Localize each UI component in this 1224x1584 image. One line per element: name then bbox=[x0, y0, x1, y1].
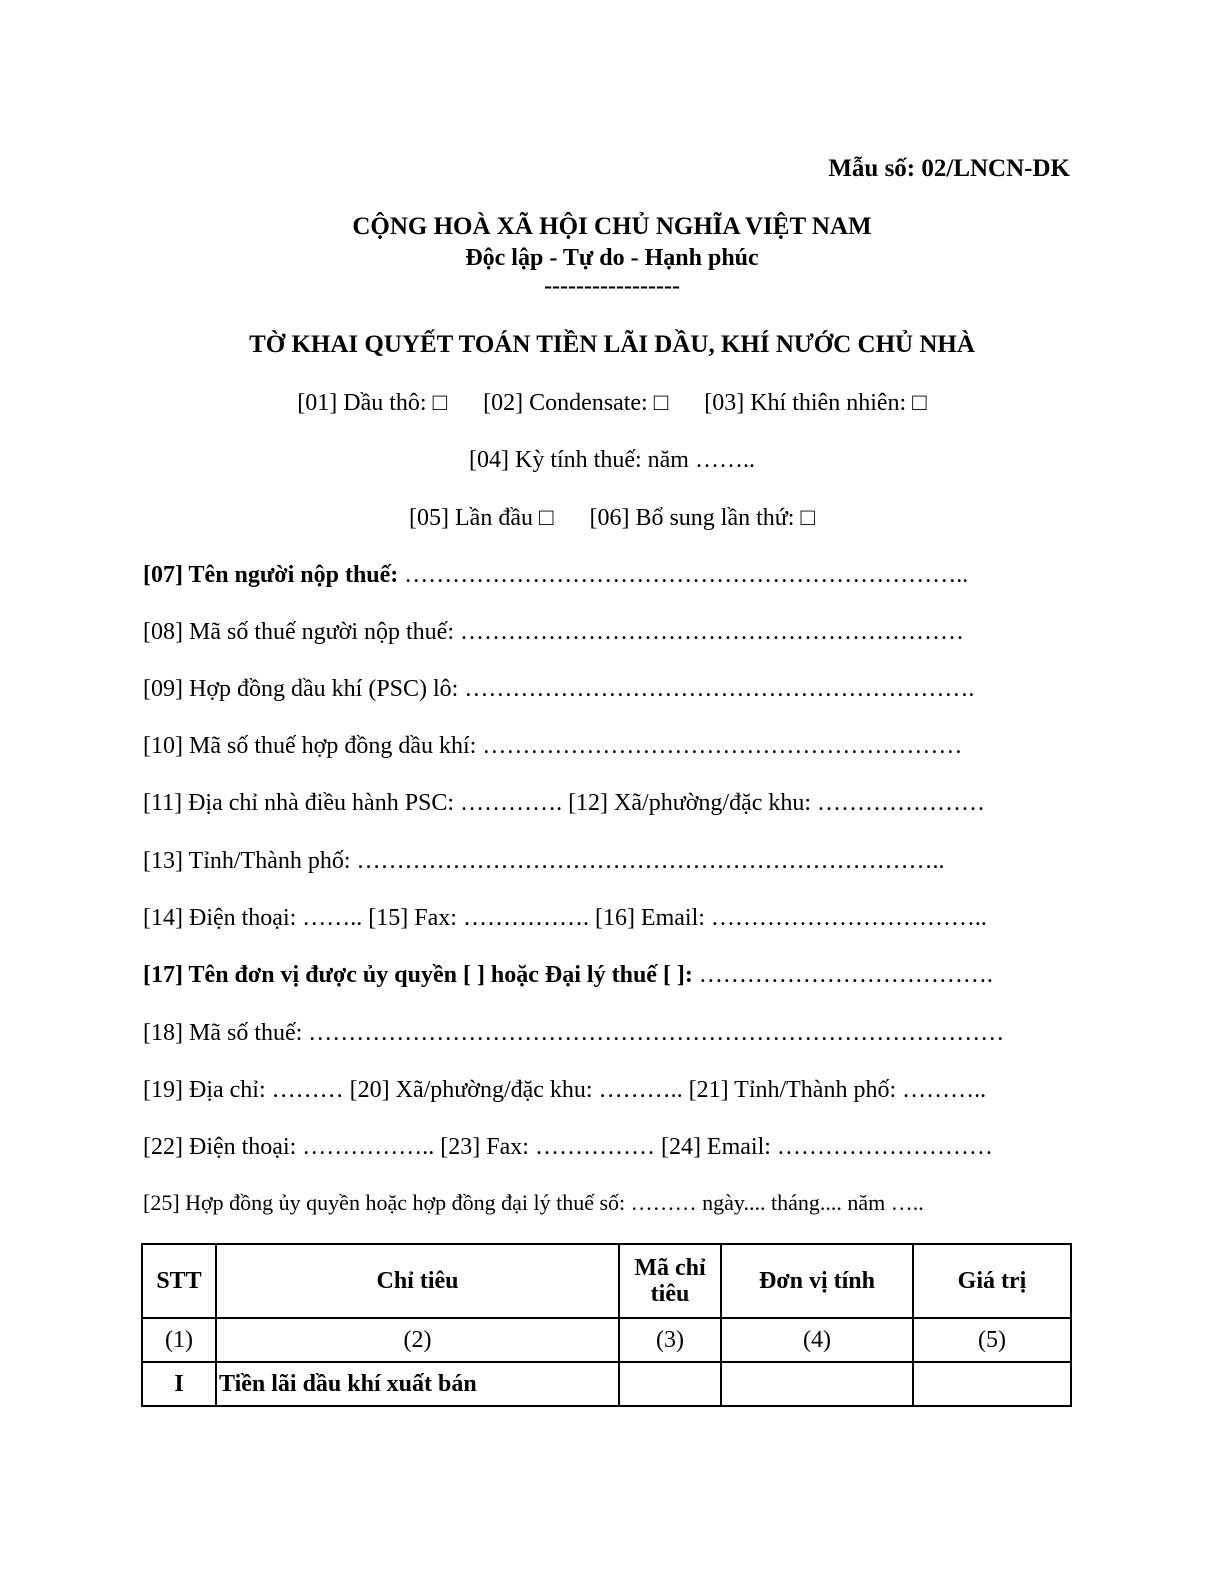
col-number-3: (3) bbox=[619, 1318, 721, 1362]
header-value: Giá trị bbox=[913, 1244, 1071, 1318]
field-17-value: ………………………………. bbox=[692, 962, 993, 988]
row-code bbox=[619, 1362, 721, 1406]
col-number-4: (4) bbox=[721, 1318, 913, 1362]
declaration-table bbox=[141, 1243, 1072, 1407]
field-07-label: [07] Tên người nộp thuế: bbox=[143, 562, 399, 588]
tax-period: [04] Kỳ tính thuế: năm …….. bbox=[469, 447, 755, 473]
field-17-label: [17] Tên đơn vị được ủy quyền [ ] hoặc Đại lý thuế [ ]: bbox=[143, 962, 693, 988]
field-11-12: [11] Địa chỉ nhà điều hành PSC: …………. [12] Xã/phường/đặc khu: ………………… bbox=[143, 790, 986, 816]
field-07-value: …………………………………………………………….. bbox=[398, 562, 969, 588]
field-22-24: [22] Điện thoại: …………….. [23] Fax: …………… [24] Email: ……………………… bbox=[143, 1134, 993, 1160]
declaration-type: [05] Lần đầu □ [06] Bổ sung lần thứ: □ bbox=[409, 505, 815, 531]
field-14-16: [14] Điện thoại: …….. [15] Fax: ……………. [16] Email: …………………………….. bbox=[143, 905, 987, 931]
field-10: [10] Mã số thuế hợp đồng dầu khí: …………………………………………………… bbox=[143, 733, 963, 759]
col-number-2: (2) bbox=[216, 1318, 619, 1362]
table-row bbox=[142, 1362, 1071, 1406]
field-07 bbox=[143, 561, 968, 589]
row-value bbox=[913, 1362, 1071, 1406]
field-08: [08] Mã số thuế người nộp thuế: ……………………………………………………… bbox=[143, 619, 964, 645]
form-title: TỜ KHAI QUYẾT TOÁN TIỀN LÃI DẦU, KHÍ NƯỚC CHỦ NHÀ bbox=[249, 331, 975, 358]
field-09: [09] Hợp đồng dầu khí (PSC) lô: ………………………………………………………. bbox=[143, 676, 975, 702]
col-number-1: (1) bbox=[142, 1318, 216, 1362]
col-number-5: (5) bbox=[913, 1318, 1071, 1362]
motto: Độc lập - Tự do - Hạnh phúc bbox=[465, 245, 759, 271]
field-19-21: [19] Địa chỉ: ……… [20] Xã/phường/đặc khu: ……….. [21] Tỉnh/Thành phố: ……….. bbox=[143, 1077, 987, 1103]
row-unit bbox=[721, 1362, 913, 1406]
form-code: Mẫu số: 02/LNCN-DK bbox=[828, 155, 1070, 182]
row-stt: I bbox=[142, 1362, 216, 1406]
row-indicator: Tiền lãi dầu khí xuất bán bbox=[216, 1362, 619, 1406]
field-17 bbox=[143, 961, 993, 989]
field-18: [18] Mã số thuế: …………………………………………………………………………… bbox=[143, 1020, 1005, 1046]
table-number-row bbox=[142, 1318, 1071, 1362]
header-unit: Đơn vị tính bbox=[721, 1244, 913, 1318]
table-header-row bbox=[142, 1244, 1071, 1318]
product-options: [01] Dầu thô: □ [02] Condensate: □ [03] Khí thiên nhiên: □ bbox=[297, 390, 927, 416]
header-code: Mã chỉ tiêu bbox=[619, 1244, 721, 1318]
header-stt: STT bbox=[142, 1244, 216, 1318]
field-13: [13] Tỉnh/Thành phố: ……………………………………………………………….. bbox=[143, 848, 945, 874]
field-25: [25] Hợp đồng ủy quyền hoặc hợp đồng đại lý thuế số: ……… ngày.... tháng.... năm ….. bbox=[143, 1190, 924, 1215]
nation-heading: CỘNG HOÀ XÃ HỘI CHỦ NGHĨA VIỆT NAM bbox=[352, 213, 872, 240]
header-divider: ----------------- bbox=[544, 273, 680, 299]
header-indicator: Chỉ tiêu bbox=[216, 1244, 619, 1318]
